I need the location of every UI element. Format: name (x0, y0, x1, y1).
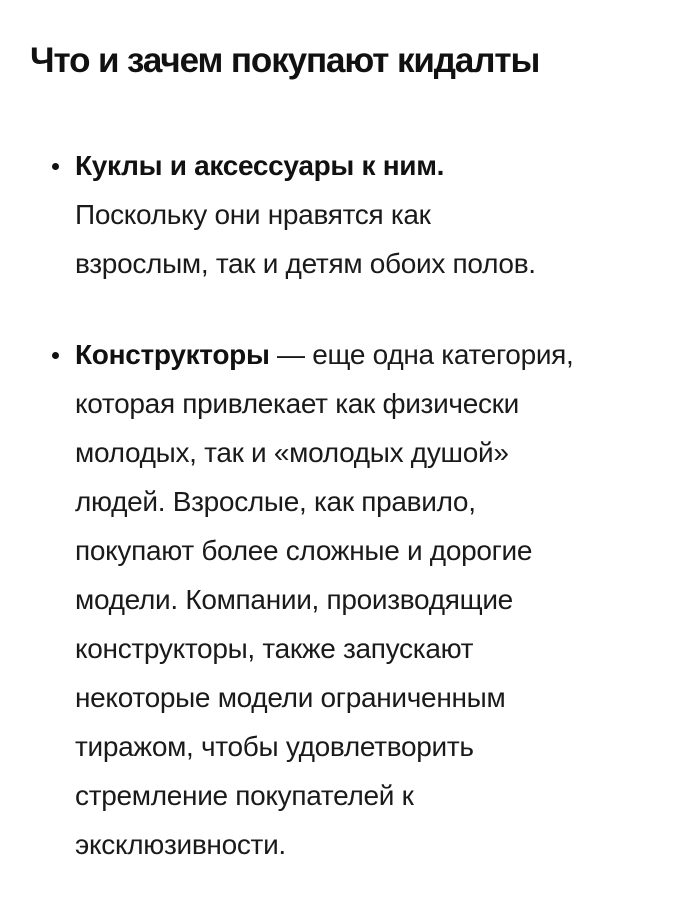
list-item (30, 141, 676, 288)
bullet-dot-icon (52, 352, 59, 359)
list-item-first-line (75, 141, 676, 190)
list-item-line: конструкторы, также запускают (75, 633, 474, 664)
list-item-line: тиражом, чтобы удовлетворить (75, 731, 474, 762)
article-title: Что и зачем покупают кидалты (30, 41, 540, 80)
list-item-lead-rest: — еще одна категория, (269, 339, 574, 370)
bullet-list (30, 141, 676, 869)
list-item-line: молодых, так и «молодых душой» (75, 437, 509, 468)
list-item-line: Поскольку они нравятся как (75, 199, 431, 230)
list-item-lead: Куклы и аксессуары к ним. (75, 150, 445, 181)
bullet-dot-icon (52, 163, 59, 170)
list-item-line: эксклюзивности. (75, 829, 286, 860)
list-item-line: некоторые модели ограниченным (75, 682, 506, 713)
list-item-line: покупают более сложные и дорогие (75, 535, 533, 566)
list-item-first-line (75, 330, 676, 379)
list-item-lead: Конструкторы (75, 339, 270, 370)
list-item-line: модели. Компании, производящие (75, 584, 513, 615)
list-item-line: которая привлекает как физически (75, 388, 519, 419)
list-item-line: стремление покупателей к (75, 780, 414, 811)
list-item-line: людей. Взрослые, как правило, (75, 486, 476, 517)
list-item-line: взрослым, так и детям обоих полов. (75, 248, 536, 279)
list-item (30, 330, 676, 869)
